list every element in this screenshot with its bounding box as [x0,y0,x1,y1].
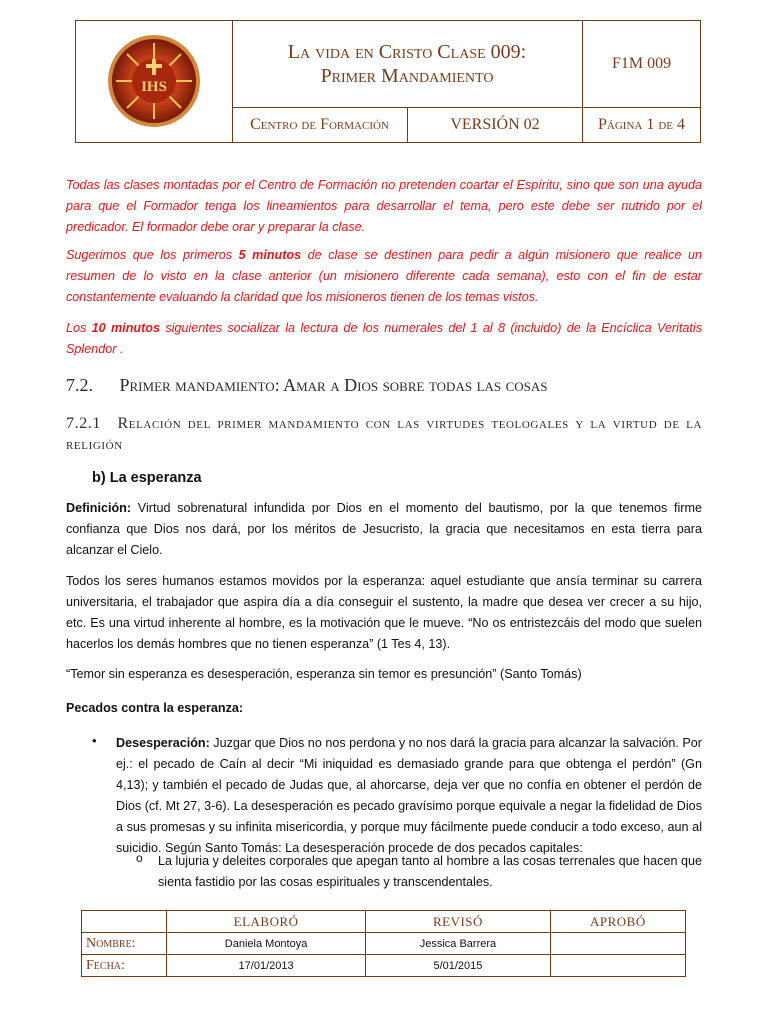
intro-paragraph-2 [66,245,702,308]
pecados-heading: Pecados contra la esperanza: [66,701,244,715]
fecha-elaboro: 17/01/2013 [167,955,366,977]
elaboro-header: ELABORÓ [167,911,366,933]
fecha-row [82,955,686,977]
blank-corner-cell [82,911,167,933]
approval-header-row [82,911,686,933]
fecha-aprobo [550,955,685,977]
intro-p2-post: de clase se destinen para pedir a algún misionero que realice un resumen de lo visto en la clase anterior (un misionero diferente cada semana), esto con el fin de estar constantemente evaluando la claridad que los misioneros tienen de los temas vistos. [66,248,702,304]
definition-text: Virtud sobrenatural infundida por Dios en el momento del bautismo, por la que tenemos firme confianza que Dios nos dará, por los méritos de Jesucristo, la gracia que necesitamos en esta tierra para alcanzar el Cielo. [66,501,702,557]
intro-p3-bold: 10 minutos [91,321,160,335]
desesperacion-item [116,733,702,859]
paragraph-todos: Todos los seres humanos estamos movidos por la esperanza: aquel estudiante que ansía terminar su carrera universitaria, el trabajador que aspira día a día conseguir el sustento, la madre que desea ver crecer a su hijo, etc. Es una virtud inherente al hombre, es la motivación que le mueve. “No os entristezcáis del modo que suelen hacerlos los demás hombres que no tienen esperanza” (1 Tes 4, 13). [66,574,702,651]
nombre-reviso: Jessica Barrera [366,933,551,955]
lujuria-subitem: La lujuria y deleites corporales que apegan tanto al hombre a las cosas terrenales que hacen que sienta fastidio por las cosas espirituales y transcendentales. [158,854,702,889]
document-header [75,20,701,143]
subsection-title: Relación del primer mandamiento con las virtudes teologales y la virtud de la religión [66,415,702,453]
intro-p3-post: siguientes socializar la lectura de los numerales del 1 al 8 (incluido) de la Encíclica Veritatis Splendor . [66,321,703,356]
reviso-header: REVISÓ [366,911,551,933]
section-number: 7.2. [66,375,93,395]
subsection-number: 7.2.1 [66,415,101,432]
nombre-aprobo [550,933,685,955]
page-number: Página 1 de 4 [598,116,685,133]
title-line-2: Primer Mandamiento [320,65,494,87]
intro-p3-pre: Los [66,321,92,335]
circle-bullet-icon: o [136,851,143,865]
title-line-1: La vida en Cristo Clase 009: [287,41,527,63]
desesperacion-label: Desesperación: [116,736,210,750]
fecha-label: Fecha: [82,955,167,977]
document-title [232,21,583,108]
logo-cell [76,21,233,142]
approval-table [81,910,686,977]
logo-ihs-letters: IHS [141,79,167,95]
bullet-icon: • [92,733,97,748]
nombre-row [82,933,686,955]
definition-paragraph [66,498,702,561]
section-title: Primer mandamiento: Amar a Dios sobre todas las cosas [119,375,548,395]
definition-label: Definición: [66,501,132,515]
nombre-elaboro: Daniela Montoya [167,933,366,955]
fecha-reviso: 5/01/2015 [366,955,551,977]
aprobo-header: APROBÓ [550,911,685,933]
ihs-emblem-logo [76,21,232,142]
intro-paragraph-1: Todas las clases montadas por el Centro de Formación no pretenden coartar el Espíritu, sino que son una ayuda para que el Formador tenga los lineamientos para desarrollar el tema, pero este debe ser nutrido por el predicador. El formador debe orar y preparar la clase. [66,178,702,234]
nombre-label: Nombre: [82,933,167,955]
centro-label: Centro de Formación [232,108,408,142]
intro-p2-bold: 5 minutos [238,248,302,262]
intro-p2-pre: Sugerimos que los primeros [66,248,239,262]
version-label: VERSIÓN 02 [408,108,583,142]
desesperacion-text: Juzgar que Dios no nos perdona y no nos dará la gracia para alcanzar la salvación. Por ej.: el pecado de Caín al decir “Mi iniquidad es demasiado grande para que obtenga el perdón” (Gn 4,13); y también el pecado de Judas que, al ahorcarse, deja ver que no confía en obtener el perdón de Dios (cf. Mt 27, 3-6). La desesperación es pecado gravísimo porque equivale a negar la fidelidad de Dios a sus promesas y su infinita misericordia, y porque muy fácilmente puede conducir a todo exceso, aun al suicidio. Según Santo Tomás: La desesperación procede de dos pecados capitales: [116,736,702,855]
heading-la-esperanza: b) La esperanza [92,470,202,486]
intro-paragraph-3 [66,318,702,360]
subsection-heading-7-2-1 [66,413,702,455]
document-code: F1M 009 [583,21,700,108]
section-heading-7-2 [66,375,548,396]
quote-santo-tomas: “Temor sin esperanza es desesperación, esperanza sin temor es presunción” (Santo Tomás) [66,667,582,681]
